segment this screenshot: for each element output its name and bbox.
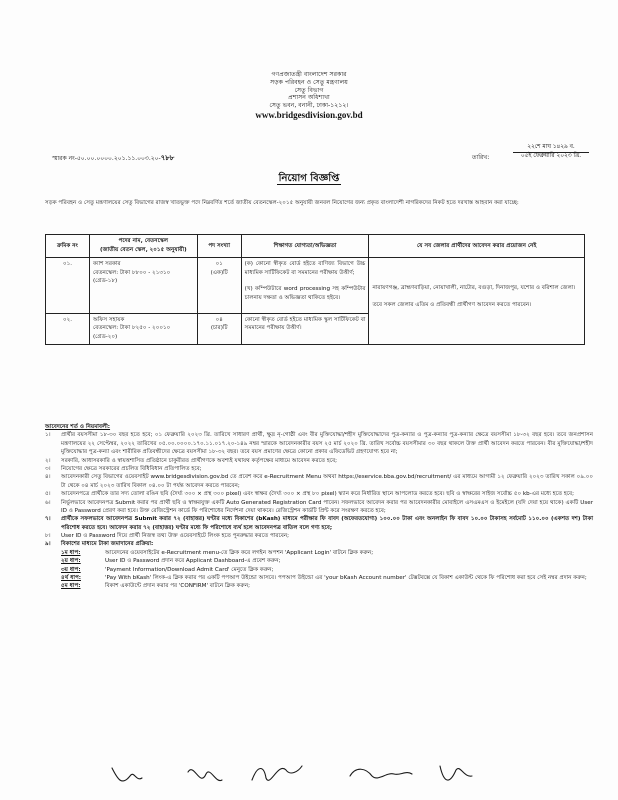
term-number: ৬। (45, 499, 51, 506)
excluded-districts (369, 258, 585, 345)
term-text: প্রার্থীকে সফলভাবে আবেদনপত্র Submit করার ৭২ (বাহাত্তর) ঘণ্টার মধ্যে বিকাশের (bKash) মাধ্যমে পরীক্ষার ফি বাবদ (অফেরতযোগ্য) ১০০.০০ টাকা এবং অনলাইন ফি বাবদ ১০.০০ টাকাসহ সর্বমোট ১১০.০০ (একশত দশ) টাকা পরিশোধ করতে হবে। আবেদন করার ৭২ (বাহাত্তর) ঘণ্টার মধ্যে ফি পরিশোধে ব্যর্থ হলে আবেদনপত্র বাতিল বলে গণ্য হবে; (61, 516, 593, 531)
header-line-ministry: সড়ক পরিবহন ও সেতু মন্ত্রণালয় (270, 78, 348, 86)
header-line-wing: প্রশাসন অধিশাখা (288, 94, 330, 102)
step-label: ১ম ধাপ: (61, 549, 81, 556)
payment-step (45, 582, 593, 590)
term-text: আবেদনপত্রে প্রার্থীকে তার সদ্য তোলা রঙিন ছবি (দৈর্ঘ্য ৩০০ × প্রস্থ ৩০০ pixel) এবং স্বাক্ষর (দৈর্ঘ্য ৩০০ × প্রস্থ ৮০ pixel) স্ক্যান করে নির্ধারিত স্থানে আপলোড করতে হবে। ছবি ও স্বাক্ষরের সাইজ সর্বোচ্চ ৫০ kb-এর মধ্যে হতে হবে; (61, 491, 575, 498)
notice-title (0, 171, 618, 188)
payment-step (45, 574, 593, 582)
terms-section (45, 423, 593, 591)
term-number: ৫। (45, 491, 51, 498)
term-number: ৩। (45, 465, 51, 472)
term-text: বিকাশের মাধ্যমে টাকা জমাদানের প্রক্রিয়া: (61, 541, 154, 548)
date-bangla: ২২শে মাঘ ১৪২৯ ব. (527, 144, 575, 150)
step-label: ৪র্থ ধাপ: (61, 575, 81, 582)
row-count (197, 313, 241, 344)
signature-4-icon (350, 769, 412, 778)
step-label: ২য় ধাপ: (61, 558, 81, 565)
post-count-word: (চার)টি (210, 325, 228, 332)
signature-1-icon (112, 768, 142, 781)
term-text: সরকারি, আধাসরকারি ও স্বায়ত্তশাসিত প্রতিষ্ঠানে চাকুরীরত প্রার্থীগণকে অবশ্যই যথাযথ কর্তৃপক্ষের মাধ্যমে আবেদন করতে হবে; (61, 457, 338, 464)
term-number: ৪। (45, 474, 51, 481)
header-website-link[interactable]: www.bridgesdivision.gov.bd (255, 109, 363, 120)
memo-prefix: স্মারক নং-৫০.০০.০০০০.২০১.১১.০০৩.২০- (52, 155, 161, 162)
step-text: 'Pay With bKash' লিংক-এ ক্লিক করার পর একটি পপআপ উইন্ডো আসবে। পপআপ উইন্ডো এর 'your bKash Account number' টেক্সটবক্সে যে বিকাশ একাউন্ট থেকে ফি পরিশোধ করা হবে সেই নম্বর প্রদান করুন; (105, 575, 587, 582)
signature-3-icon (252, 766, 302, 780)
signature-5-icon (440, 766, 472, 780)
header-count: পদ সংখ্যা (197, 235, 241, 258)
excluded-districts-note: তবে সকল জেলার এতিম ও প্রতিবন্ধী প্রার্থীগণ আবেদন করতে পারবেন। (372, 301, 532, 308)
intro-paragraph: সড়ক পরিবহন ও সেতু মন্ত্রণালয়ের সেতু বিভাগের রাজস্ব খাতভুক্ত পদে নিম্নবর্ণিত শর্তে জাতীয় বেতনস্কেল-২০১৫ অনুযায়ী জনবল নিয়োগের জন্য প্রকৃত বাংলাদেশী নাগরিকদের নিকট হতে দরখাস্ত আহবান করা যাচ্ছে: (45, 200, 519, 206)
term-number: ৭। (45, 516, 51, 523)
date-english: ০৫ই ফেব্রুয়ারি ২০২৩ খ্রি. (513, 152, 589, 161)
terms-heading: আবেদনের শর্ত ও নিয়মাবলী: (45, 424, 111, 430)
post-salary: বেতনস্কেল: টাকা ৮২৫০ - ২০০১০ (92, 325, 171, 332)
post-count: ০৪ (215, 316, 223, 323)
row-serial: ০২. (46, 313, 90, 344)
qualification-b: (খ) কম্পিউটারে word processing সহ কম্পিউটার চালনায় দক্ষতা ও অভিজ্ঞতা থাকিতে হইবে। (244, 286, 366, 301)
post-name: অফিস সহায়ক (92, 316, 125, 323)
list-item (45, 540, 593, 548)
posts-table (45, 234, 585, 345)
row-qualification (241, 313, 369, 344)
memo-reference (52, 152, 174, 164)
step-label: ৩য় ধাপ: (61, 566, 81, 573)
term-text: নিয়োগের ক্ষেত্রে সরকারের প্রচলিত বিধিবিধান প্রতিপালিত হবে; (61, 465, 202, 472)
term-number: ২। (45, 457, 51, 464)
term-number: ৮। (45, 533, 51, 540)
step-text: বিকাশ একাউন্টে প্রদান করার পর 'CONFIRM' বাটনে ক্লিক করুন; (105, 583, 251, 590)
date-block (513, 144, 589, 160)
header-districts: যে সব জেলার প্রার্থীদের আবেদন করার প্রয়োজন নেই (369, 235, 585, 258)
list-item (45, 431, 593, 456)
list-item (45, 515, 593, 532)
term-number: ৯। (45, 541, 51, 548)
post-grade: (গ্রেড-২০) (92, 333, 118, 340)
term-text: নির্ভুলভাবে আবেদনপত্র Submit করার পর প্রার্থী ছবি ও স্বাক্ষরযুক্ত একটি Auto Generated Registration Card পাবেন। সফলভাবে আবেদন করার পর আবেদনকারীর মোবাইলে এসএমএস ও ইমেইলে (যদি দেয়া হয়ে থাকে) একটি User ID ও Password প্রেরণ করা হবে। উক্ত রেজিস্ট্রেশন কার্ডে ফি পরিশোধের নির্দেশনা দেয়া থাকবে। রেজিস্ট্রেশন কার্ডটি প্রিন্ট করে সংরক্ষণ করতে হবে; (61, 499, 593, 514)
header-line-address: সেতু ভবন, বনানী, ঢাকা-১২১২। (269, 102, 349, 109)
notice-title-text: নিয়োগ বিজ্ঞপ্তি (278, 173, 340, 184)
row-count (197, 258, 241, 314)
excluded-districts-list: নারায়ণগঞ্জ, ব্রাহ্মণবাড়িয়া, নোয়াখালী, নাটোর, বগুড়া, দিনাজপুর, যশোর ও বরিশাল জেলা। (372, 284, 576, 291)
header-post-title: পদের নাম, বেতনস্কেল (118, 238, 169, 244)
header-qualification: শিক্ষাগত যোগ্যতা/অভিজ্ঞতা (241, 235, 369, 258)
row-post (89, 313, 197, 344)
header-line-gov: গণপ্রজাতন্ত্রী বাংলাদেশ সরকার (271, 71, 347, 78)
payment-step (45, 557, 593, 565)
header-serial: ক্রমিক নং (46, 235, 90, 258)
qualification-a: (ক) কোনো স্বীকৃত বোর্ড হইতে বাণিজ্য বিভাগে উচ্চ মাধ্যমিক সার্টিফিকেট বা সমমানের পরীক্ষায় উত্তীর্ণ; (244, 261, 366, 276)
term-text: আবেদনকারী সেতু বিভাগের ওয়েবসাইট www.bridgesdivision.gov.bd তে প্রবেশ করে e-Recruitment Menu অথবা https://eservice.bba.gov.bd/recruitment/ এর মাধ্যমে আগামী ১২ ফেব্রুয়ারি ২০২৩ তারিখ সকাল ০৯.০০ টা থেকে ০৪ মার্চ ২০২৩ তারিখ বিকাল ০৪.০০ টা পর্যন্ত আবেদন করতে পারবেন; (61, 474, 593, 489)
row-post (89, 258, 197, 314)
header-post-sub: (জাতীয় বেতন স্কেল, ২০১৫ অনুযায়ী) (100, 247, 187, 253)
list-item (45, 465, 593, 473)
header-post (89, 235, 197, 258)
table-row (46, 258, 585, 314)
list-item (45, 532, 593, 540)
signatures (60, 758, 580, 790)
term-text: প্রার্থীর বয়সসীমা ১৮-৩০ বছর হতে হবে; ০১ ফেব্রুয়ারি ২০২৩ খ্রি. তারিখে সাধারণ প্রার্থী, ক্ষুদ্র নৃ-গোষ্ঠী এবং বীর মুক্তিযোদ্ধা/শহীদ মুক্তিযোদ্ধাদের পুত্র-কন্যার ও পুত্র-কন্যার পুত্র-কন্যার ক্ষেত্রে বয়সসীমা ১৮-৩২ বছর হবে। তবে জনপ্রশাসন মন্ত্রণালয়ের ২২ সেপ্টেম্বর, ২০২২ তারিখের ০৫.০০.০০০০.১৭০.১১.০১৭.২০-১৪৯ নম্বর স্মারকে আবেদনকারীর বয়স ২৫ মার্চ ২০২০ খ্রি. তারিখ সর্বোচ্চ বয়সসীমার ৩০ বছর থাকলে উক্ত প্রার্থী আবেদন করতে পারবেন। বীর মুক্তিযোদ্ধা/শহীদ মুক্তিযোদ্ধার পুত্র-কন্যা এবং শারীরিক প্রতিবন্ধীদের ক্ষেত্রে বয়সসীমা ১৮-৩২ বছর। তবে বয়স প্রমাণের ক্ষেত্রে কোনো প্রকার এফিডেভিট গ্রহণযোগ্য হবে না; (61, 432, 593, 456)
payment-step (45, 566, 593, 574)
term-text: User ID ও Password দিয়ে প্রার্থী নিজস্ব তথ্য উক্ত ওয়েবসাইটে লিংক হতে পুনরুদ্ধার করতে পারবেন; (61, 533, 290, 540)
row-serial: ০১. (46, 258, 90, 314)
posts-table-header-row (46, 235, 585, 258)
step-label: ৫ম ধাপ: (61, 583, 81, 590)
date-label: তারিখ: (472, 154, 490, 161)
post-count: ০১ (215, 261, 223, 267)
header-line-division: সেতু বিভাগ (294, 86, 324, 94)
term-number: ১। (45, 432, 51, 439)
list-item (45, 457, 593, 465)
list-item (45, 490, 593, 498)
post-count-word: (এক)টি (210, 269, 228, 276)
post-grade: (গ্রেড-১৮) (92, 278, 118, 285)
payment-step (45, 549, 593, 557)
step-text: User ID ও Password প্রদান করে Applicant Dashboard-এ প্রবেশ করুন; (105, 558, 281, 565)
memo-number: ৭৮৮ (160, 154, 175, 162)
post-name: ক্যাশ সরকার (92, 261, 121, 267)
letterhead (0, 71, 618, 121)
list-item (45, 473, 593, 490)
list-item (45, 499, 593, 516)
qualification-a: কোনো স্বীকৃত বোর্ড হইতে মাধ্যমিক স্কুল সার্টিফিকেট বা সমমানের পরীক্ষায় উত্তীর্ণ। (244, 316, 366, 332)
post-salary: বেতনস্কেল: টাকা ৮৮০০ - ২১৩১০ (92, 269, 171, 276)
row-qualification (241, 258, 369, 314)
signature-2-icon (188, 770, 222, 781)
step-text: 'Payment Information/Download Admit Card' মেনুতে ক্লিক করুন; (105, 566, 274, 573)
step-text: আবেদনের ওয়েবসাইটের e-Recruitment menu-তে ক্লিক করে লগইন অপশন 'Applicant Login' বাটনে ক্লিক করুন; (105, 549, 374, 556)
